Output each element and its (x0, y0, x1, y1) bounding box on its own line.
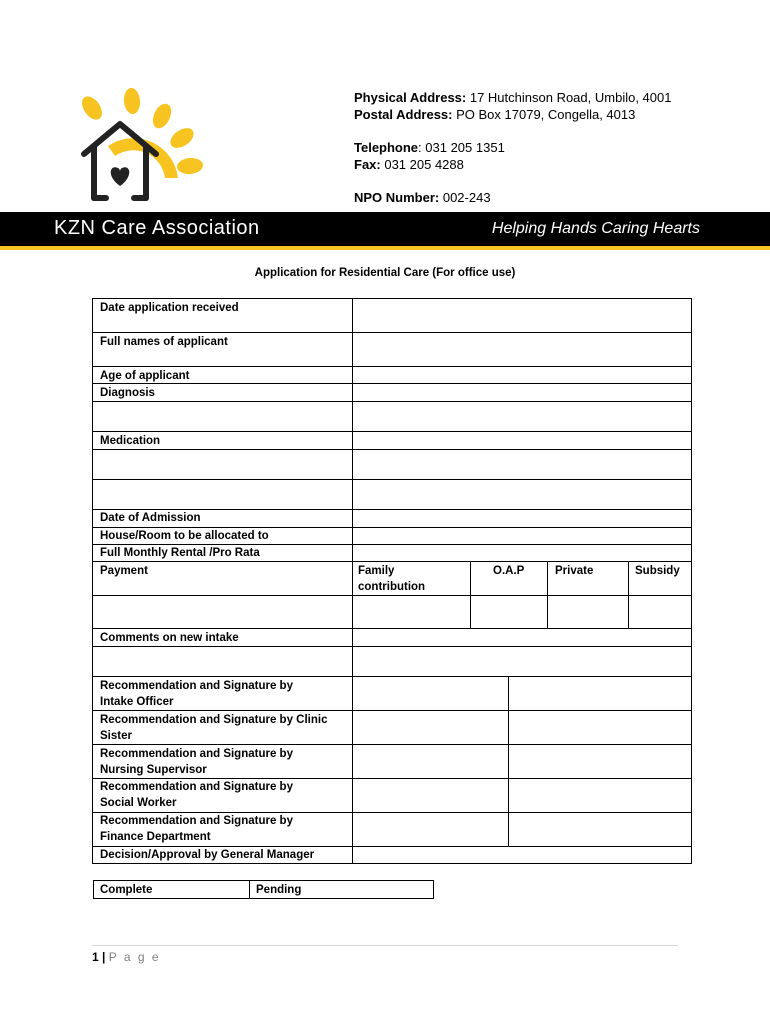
field-diagnosis[interactable] (352, 383, 692, 402)
field-medication-extra-1[interactable] (352, 449, 692, 480)
fax: Fax: 031 205 4288 (354, 157, 464, 172)
field-family-contribution[interactable] (352, 595, 471, 629)
field-house-room[interactable] (352, 527, 692, 545)
label-house-room: House/Room to be allocated to (100, 530, 269, 542)
label-rec-intake-2: Intake Officer (100, 696, 174, 708)
field-oap[interactable] (470, 595, 548, 629)
field-date-received[interactable] (352, 298, 692, 333)
label-rec-nursing-2: Nursing Supervisor (100, 764, 207, 776)
field-date-admission[interactable] (352, 509, 692, 528)
label-rec-social-1: Recommendation and Signature by (100, 781, 293, 793)
label-cell-diagnosis-extra (92, 401, 353, 432)
status-complete-label: Complete (100, 884, 153, 896)
page-number-value: 1 (92, 950, 99, 964)
label-cell-payment-values (92, 595, 353, 629)
kzn-care-logo (70, 86, 220, 211)
label-rec-social-2: Social Worker (100, 797, 177, 809)
field-comments-extra[interactable] (352, 646, 692, 677)
form-title: Application for Residential Care (For office use) (254, 267, 516, 279)
label-rec-clinic-1: Recommendation and Signature by Clinic (100, 714, 328, 726)
label-rec-nursing-1: Recommendation and Signature by (100, 748, 293, 760)
label-family-contribution-2: contribution (358, 581, 426, 593)
field-private[interactable] (547, 595, 629, 629)
label-subsidy: Subsidy (635, 565, 680, 577)
field-rec-nursing-recommendation[interactable] (352, 744, 509, 779)
page-word: P a g e (108, 950, 161, 964)
telephone: Telephone: 031 205 1351 (354, 140, 505, 155)
organisation-banner (0, 212, 770, 250)
field-medication[interactable] (352, 431, 692, 450)
tagline: Helping Hands Caring Hearts (491, 220, 700, 237)
label-private: Private (555, 565, 594, 577)
page-separator: | (98, 950, 109, 964)
label-rec-clinic-2: Sister (100, 730, 132, 742)
field-rec-intake-recommendation[interactable] (352, 676, 509, 711)
field-full-names[interactable] (352, 332, 692, 367)
label-payment: Payment (100, 565, 148, 577)
page-number (92, 950, 161, 964)
label-cell-medication-extra-2 (92, 479, 353, 510)
field-age[interactable] (352, 366, 692, 384)
label-comments: Comments on new intake (100, 632, 239, 644)
label-rec-intake-1: Recommendation and Signature by (100, 680, 293, 692)
field-monthly-rental[interactable] (352, 544, 692, 562)
label-oap: O.A.P (493, 565, 525, 577)
organisation-name: KZN Care Association (54, 217, 260, 239)
label-cell-comments-extra (92, 646, 353, 677)
npo-number: NPO Number: 002-243 (354, 190, 491, 205)
physical-address: Physical Address: 17 Hutchinson Road, Umbilo, 4001 (354, 90, 672, 105)
label-family-contribution-1: Family (358, 565, 395, 577)
label-cell-medication-extra-1 (92, 449, 353, 480)
field-rec-nursing-signature[interactable] (508, 744, 692, 779)
contact-block (354, 89, 671, 206)
field-comments[interactable] (352, 628, 692, 647)
field-diagnosis-extra[interactable] (352, 401, 692, 432)
field-subsidy[interactable] (628, 595, 692, 629)
label-rec-finance-1: Recommendation and Signature by (100, 815, 293, 827)
field-rec-finance-recommendation[interactable] (352, 812, 509, 847)
status-pending-label: Pending (256, 884, 302, 896)
label-diagnosis: Diagnosis (100, 387, 155, 399)
field-rec-clinic-signature[interactable] (508, 710, 692, 745)
field-rec-social-recommendation[interactable] (352, 778, 509, 813)
label-full-names: Full names of applicant (100, 336, 228, 348)
postal-address: Postal Address: PO Box 17079, Congella, 4013 (354, 107, 636, 122)
field-rec-intake-signature[interactable] (508, 676, 692, 711)
label-date-received: Date application received (100, 302, 239, 314)
label-age: Age of applicant (100, 370, 190, 382)
field-rec-social-signature[interactable] (508, 778, 692, 813)
label-decision: Decision/Approval by General Manager (100, 849, 315, 861)
field-rec-clinic-recommendation[interactable] (352, 710, 509, 745)
label-medication: Medication (100, 435, 161, 447)
field-decision[interactable] (352, 846, 692, 864)
label-rec-finance-2: Finance Department (100, 831, 211, 843)
field-medication-extra-2[interactable] (352, 479, 692, 510)
label-monthly-rental: Full Monthly Rental /Pro Rata (100, 547, 260, 559)
label-date-admission: Date of Admission (100, 512, 201, 524)
field-rec-finance-signature[interactable] (508, 812, 692, 847)
footer-rule (92, 945, 678, 946)
